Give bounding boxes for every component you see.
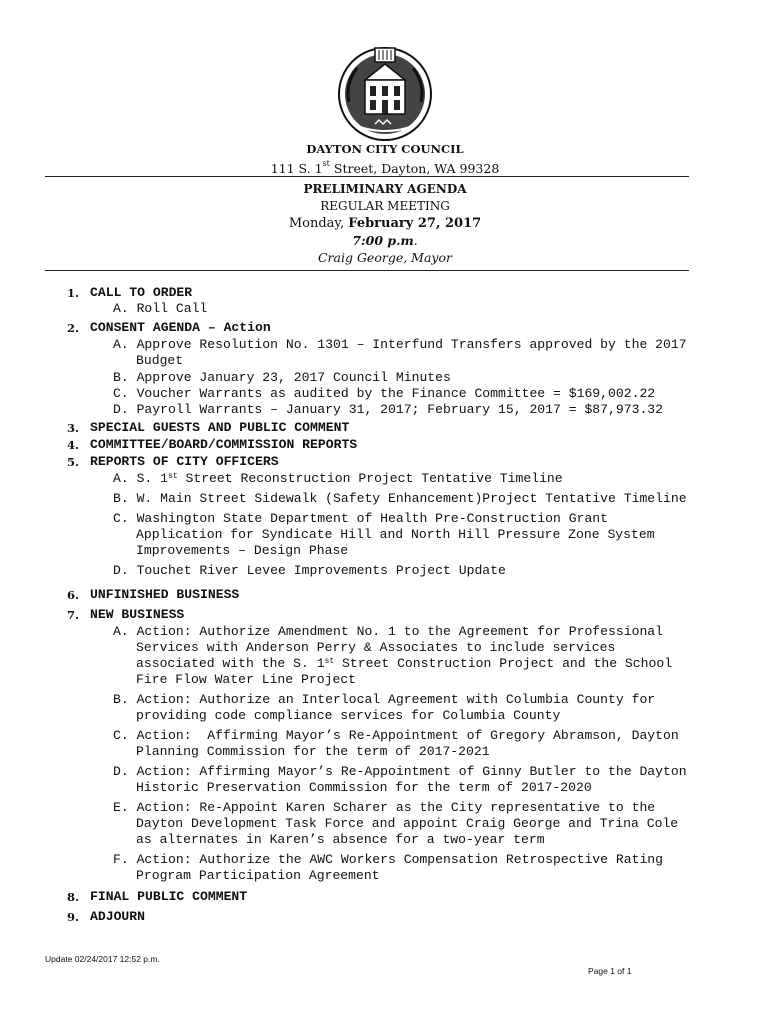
section-heading: NEW BUSINESS bbox=[90, 607, 185, 622]
item-number: 6. bbox=[67, 588, 80, 602]
agenda-subitem-continued: associated with the S. 1st Street Construction Project and the School bbox=[136, 656, 673, 671]
section-heading: CONSENT AGENDA – Action bbox=[90, 320, 271, 335]
agenda-subitem: C. Action: Affirming Mayor’s Re-Appointment of Gregory Abramson, Dayton bbox=[113, 728, 679, 743]
section-heading: REPORTS OF CITY OFFICERS bbox=[90, 454, 279, 469]
agenda-subitem: D. Touchet River Levee Improvements Project Update bbox=[113, 563, 506, 578]
agenda-subitem-continued: providing code compliance services for Columbia County bbox=[136, 708, 561, 723]
meeting-date: Monday, February 27, 2017 bbox=[288, 216, 482, 231]
section-heading: SPECIAL GUESTS AND PUBLIC COMMENT bbox=[90, 420, 350, 435]
agenda-subitem: F. Action: Authorize the AWC Workers Compensation Retrospective Rating bbox=[113, 852, 664, 867]
mayor-name: Craig George, Mayor bbox=[317, 250, 452, 265]
agenda-subitem-continued: Dayton Development Task Force and appoint Craig George and Trina Cole bbox=[136, 816, 679, 831]
page-number: Page 1 of 1 bbox=[588, 966, 632, 976]
header-divider-bottom bbox=[45, 270, 689, 271]
agenda-subitem: B. Approve January 23, 2017 Council Minutes bbox=[113, 370, 451, 385]
agenda-subitem-continued: Historic Preservation Commission for the term of 2017-2020 bbox=[136, 780, 592, 795]
agenda-subitem: D. Action: Affirming Mayor’s Re-Appointment of Ginny Butler to the Dayton bbox=[113, 764, 687, 779]
agenda-subitem: A. Roll Call bbox=[113, 301, 208, 316]
item-number: 5. bbox=[67, 455, 80, 469]
council-name: DAYTON CITY COUNCIL bbox=[306, 142, 464, 156]
section-heading: ADJOURN bbox=[90, 909, 146, 924]
agenda-subitem-continued: Improvements – Design Phase bbox=[136, 543, 349, 558]
agenda-subitem-continued: Services with Anderson Perry & Associates to include services bbox=[136, 640, 616, 655]
header-divider-top bbox=[45, 176, 689, 177]
meeting-type: REGULAR MEETING bbox=[320, 199, 450, 213]
agenda-title: PRELIMINARY AGENDA bbox=[303, 182, 467, 196]
agenda-subitem: D. Payroll Warrants – January 31, 2017; February 15, 2017 = $87,973.32 bbox=[113, 402, 664, 417]
agenda-subitem: B. W. Main Street Sidewalk (Safety Enhancement)Project Tentative Timeline bbox=[113, 491, 687, 506]
update-timestamp: Update 02/24/2017 12:52 p.m. bbox=[45, 954, 160, 964]
item-number: 1. bbox=[67, 286, 80, 300]
item-number: 3. bbox=[67, 421, 80, 435]
meeting-time: 7:00 p.m. bbox=[352, 233, 418, 248]
agenda-subitem-continued: Budget bbox=[136, 353, 184, 368]
agenda-subitem-continued: Application for Syndicate Hill and North Hill Pressure Zone System bbox=[136, 527, 655, 542]
agenda-subitem: A. Action: Authorize Amendment No. 1 to the Agreement for Professional bbox=[113, 624, 664, 639]
item-number: 4. bbox=[67, 438, 80, 452]
agenda-subitem: C. Voucher Warrants as audited by the Finance Committee = $169,002.22 bbox=[113, 386, 656, 401]
agenda-subitem: A. S. 1st Street Reconstruction Project Tentative Timeline bbox=[113, 471, 563, 486]
agenda-subitem: A. Approve Resolution No. 1301 – Interfund Transfers approved by the 2017 bbox=[113, 337, 687, 352]
item-number: 8. bbox=[67, 890, 80, 904]
section-heading: FINAL PUBLIC COMMENT bbox=[90, 889, 248, 904]
item-number: 7. bbox=[67, 608, 80, 622]
agenda-subitem: E. Action: Re-Appoint Karen Scharer as the City representative to the bbox=[113, 800, 656, 815]
agenda-subitem-continued: as alternates in Karen’s absence for a two-year term bbox=[136, 832, 545, 847]
address: 111 S. 1st Street, Dayton, WA 99328 bbox=[270, 159, 500, 176]
agenda-subitem: C. Washington State Department of Health Pre-Construction Grant bbox=[113, 511, 609, 526]
city-seal-logo bbox=[335, 44, 435, 142]
agenda-subitem-continued: Fire Flow Water Line Project bbox=[136, 672, 357, 687]
agenda-subitem-continued: Program Participation Agreement bbox=[136, 868, 380, 883]
section-heading: COMMITTEE/BOARD/COMMISSION REPORTS bbox=[90, 437, 358, 452]
agenda-subitem: B. Action: Authorize an Interlocal Agreement with Columbia County for bbox=[113, 692, 656, 707]
item-number: 2. bbox=[67, 321, 80, 335]
section-heading: UNFINISHED BUSINESS bbox=[90, 587, 240, 602]
section-heading: CALL TO ORDER bbox=[90, 285, 193, 300]
item-number: 9. bbox=[67, 910, 80, 924]
agenda-subitem-continued: Planning Commission for the term of 2017-2021 bbox=[136, 744, 490, 759]
